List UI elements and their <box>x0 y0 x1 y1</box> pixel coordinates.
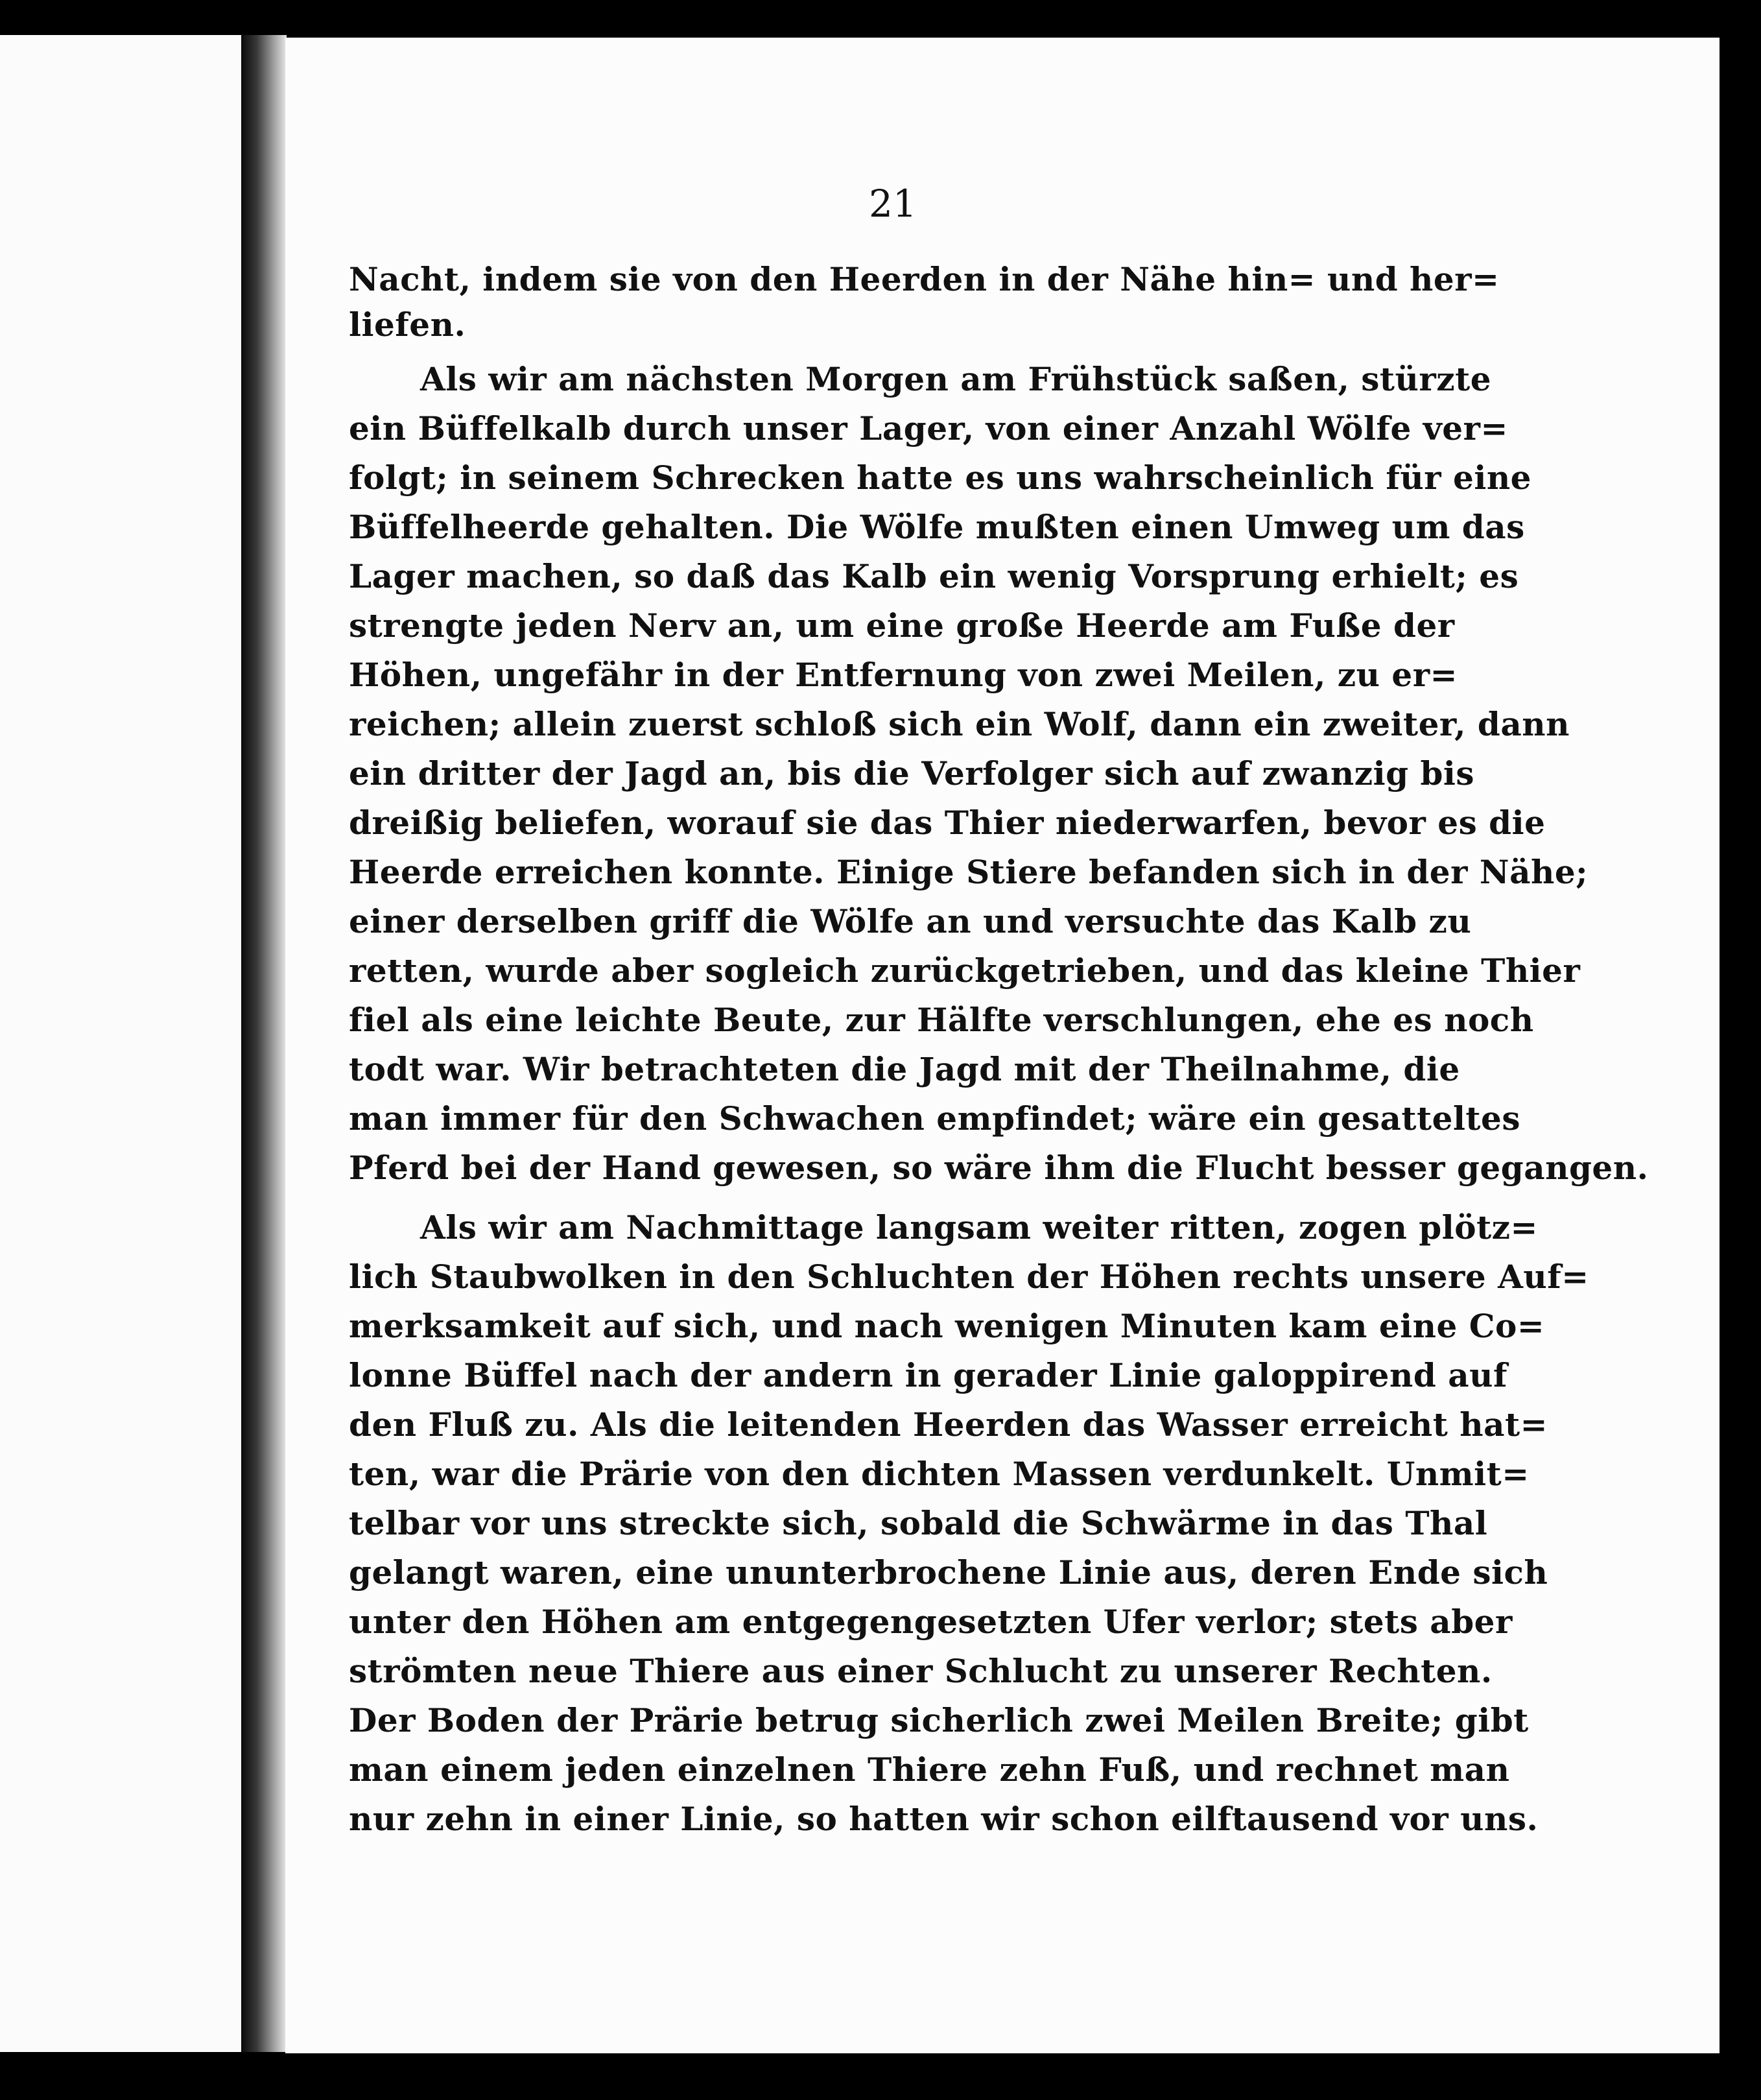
text-line: lich Staubwolken in den Schluchten der Höhen rechts unsere Auf= <box>349 1258 1589 1296</box>
text-line: unter den Höhen am entgegengesetzten Ufer verlor; stets aber <box>349 1603 1513 1641</box>
left-page <box>0 35 245 2052</box>
text-line: strengte jeden Nerv an, um eine große Heerde am Fuße der <box>349 606 1455 645</box>
text-line: Lager machen, so daß das Kalb ein wenig Vorsprung erhielt; es <box>349 557 1519 595</box>
text-line: nur zehn in einer Linie, so hatten wir schon eilftausend vor uns. <box>349 1800 1539 1838</box>
text-line: ein Büffelkalb durch unser Lager, von einer Anzahl Wölfe ver= <box>349 409 1508 447</box>
text-line: Höhen, ungefähr in der Entfernung von zwei Meilen, zu er= <box>349 656 1458 694</box>
text-line: den Fluß zu. Als die leitenden Heerden das Wasser erreicht hat= <box>349 1405 1548 1444</box>
text-line: man immer für den Schwachen empfindet; wäre ein gesatteltes <box>349 1099 1520 1138</box>
text-line: todt war. Wir betrachteten die Jagd mit der Theilnahme, die <box>349 1050 1460 1088</box>
text-line: dreißig beliefen, worauf sie das Thier niederwarfen, bevor es die <box>349 804 1546 842</box>
text-line: Büffelheerde gehalten. Die Wölfe mußten einen Umweg um das <box>349 508 1525 546</box>
page-number: 21 <box>869 182 917 226</box>
text-line: telbar vor uns streckte sich, sobald die Schwärme in das Thal <box>349 1504 1488 1542</box>
text-line: einer derselben griff die Wölfe an und versuchte das Kalb zu <box>349 902 1472 940</box>
text-line: fiel als eine leichte Beute, zur Hälfte verschlungen, ehe es noch <box>349 1001 1534 1039</box>
text-line: strömten neue Thiere aus einer Schlucht zu unserer Rechten. <box>349 1652 1493 1690</box>
text-line: Nacht, indem sie von den Heerden in der Nähe hin= und her= <box>349 260 1500 298</box>
text-line: ein dritter der Jagd an, bis die Verfolger sich auf zwanzig bis <box>349 754 1475 793</box>
text-line: merksamkeit auf sich, und nach wenigen Minuten kam eine Co= <box>349 1307 1545 1345</box>
text-line: lonne Büffel nach der andern in gerader Linie galoppirend auf <box>349 1356 1507 1394</box>
text-line: gelangt waren, eine ununterbrochene Linie aus, deren Ende sich <box>349 1553 1548 1592</box>
text-line: Heerde erreichen konnte. Einige Stiere befanden sich in der Nähe; <box>349 853 1589 891</box>
text-line: Der Boden der Prärie betrug sicherlich zwei Meilen Breite; gibt <box>349 1701 1529 1739</box>
text-line: reichen; allein zuerst schloß sich ein Wolf, dann ein zweiter, dann <box>349 705 1570 743</box>
text-line: folgt; in seinem Schrecken hatte es uns wahrscheinlich für eine <box>349 459 1531 497</box>
text-line: retten, wurde aber sogleich zurückgetrieben, und das kleine Thier <box>349 951 1581 990</box>
text-line: Als wir am Nachmittage langsam weiter ritten, zogen plötz= <box>420 1208 1538 1247</box>
text-line: Pferd bei der Hand gewesen, so wäre ihm die Flucht besser gegangen. <box>349 1149 1649 1187</box>
text-line: ten, war die Prärie von den dichten Massen verdunkelt. Unmit= <box>349 1455 1530 1493</box>
text-line: Als wir am nächsten Morgen am Frühstück saßen, stürzte <box>420 360 1491 398</box>
book-gutter-shadow <box>241 35 287 2052</box>
text-line: liefen. <box>349 305 466 344</box>
text-line: man einem jeden einzelnen Thiere zehn Fuß, und rechnet man <box>349 1750 1510 1789</box>
